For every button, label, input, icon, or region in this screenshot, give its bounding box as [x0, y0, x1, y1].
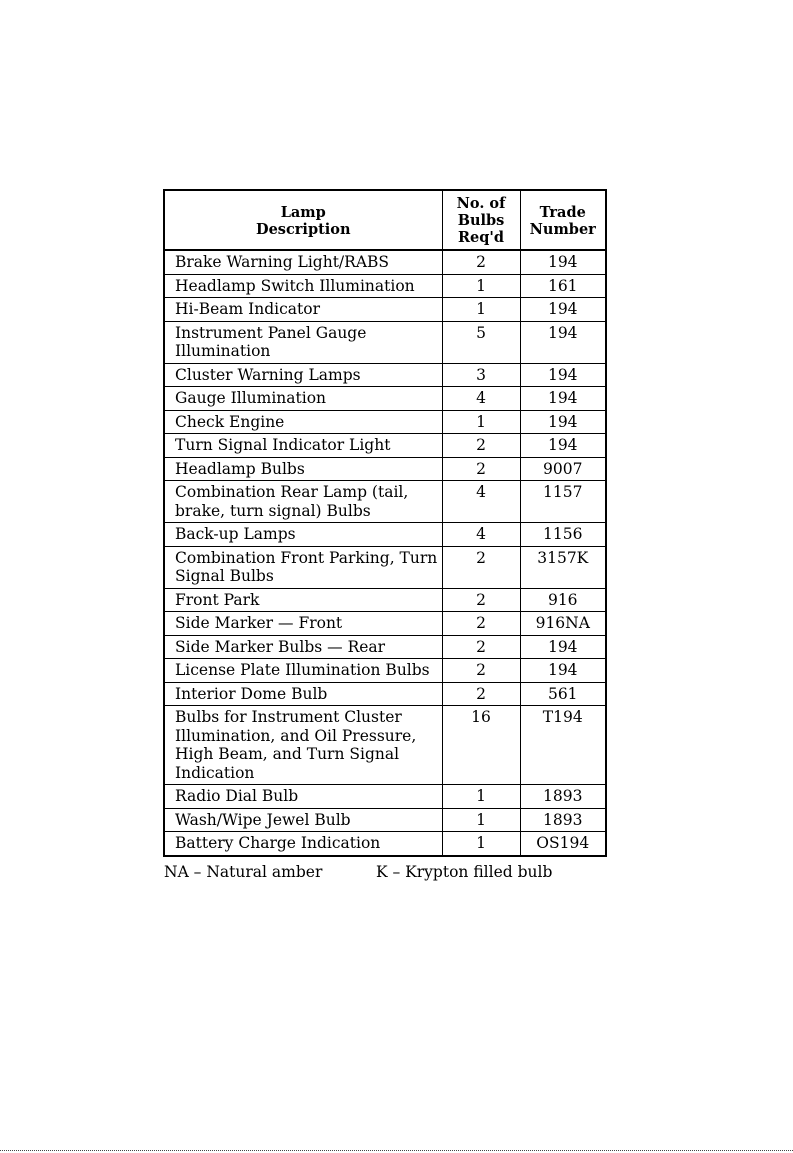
lamp-description-cell: Gauge Illumination	[164, 387, 442, 411]
trade-number-cell: 916NA	[520, 612, 606, 636]
bulb-count-cell: 4	[442, 387, 520, 411]
table-row	[164, 434, 606, 458]
footnotes	[164, 863, 553, 881]
lamp-description-cell: Cluster Warning Lamps	[164, 363, 442, 387]
table-row	[164, 387, 606, 411]
lamp-description-cell: Bulbs for Instrument Cluster Illumination, and Oil Pressure, High Beam, and Turn Signal Indication	[164, 706, 442, 785]
bulb-count-cell: 1	[442, 274, 520, 298]
lamp-description-cell: Back-up Lamps	[164, 523, 442, 547]
table-row	[164, 588, 606, 612]
trade-number-cell: 194	[520, 298, 606, 322]
bulb-count-cell: 2	[442, 659, 520, 683]
lamp-description-cell: License Plate Illumination Bulbs	[164, 659, 442, 683]
table-row	[164, 659, 606, 683]
footnote-natural-amber: NA – Natural amber	[164, 863, 323, 881]
bulb-count-cell: 2	[442, 434, 520, 458]
trade-number-cell: 561	[520, 682, 606, 706]
lamp-description-cell: Front Park	[164, 588, 442, 612]
bulb-count-cell: 2	[442, 250, 520, 274]
table-row	[164, 546, 606, 588]
header-lamp-description: Lamp Description	[164, 190, 442, 250]
lamp-description-cell: Combination Rear Lamp (tail, brake, turn signal) Bulbs	[164, 481, 442, 523]
lamp-description-cell: Side Marker Bulbs — Rear	[164, 635, 442, 659]
trade-number-cell: 194	[520, 250, 606, 274]
footnote-krypton: K – Krypton filled bulb	[376, 863, 553, 881]
bulb-count-cell: 4	[442, 523, 520, 547]
lamp-description-cell: Brake Warning Light/RABS	[164, 250, 442, 274]
lamp-description-cell: Wash/Wipe Jewel Bulb	[164, 808, 442, 832]
bulb-count-cell: 5	[442, 321, 520, 363]
trade-number-cell: 194	[520, 387, 606, 411]
lamp-description-cell: Battery Charge Indication	[164, 832, 442, 856]
trade-number-cell: 1893	[520, 785, 606, 809]
bulb-count-cell: 1	[442, 298, 520, 322]
trade-number-cell: 194	[520, 410, 606, 434]
bulb-count-cell: 2	[442, 635, 520, 659]
bulb-count-cell: 2	[442, 612, 520, 636]
trade-number-cell: 3157K	[520, 546, 606, 588]
table-row	[164, 363, 606, 387]
lamp-description-cell: Combination Front Parking, Turn Signal Bulbs	[164, 546, 442, 588]
table-row	[164, 457, 606, 481]
lamp-description-cell: Side Marker — Front	[164, 612, 442, 636]
bulb-count-cell: 16	[442, 706, 520, 785]
bulb-count-cell: 4	[442, 481, 520, 523]
lamp-description-cell: Headlamp Bulbs	[164, 457, 442, 481]
table-row	[164, 808, 606, 832]
table-row	[164, 612, 606, 636]
bulb-count-cell: 2	[442, 682, 520, 706]
trade-number-cell: 9007	[520, 457, 606, 481]
table-row	[164, 321, 606, 363]
table-body	[164, 250, 606, 856]
table-row	[164, 635, 606, 659]
lamp-description-cell: Turn Signal Indicator Light	[164, 434, 442, 458]
header-bulbs-required: No. of Bulbs Req'd	[442, 190, 520, 250]
table-row	[164, 250, 606, 274]
trade-number-cell: 1893	[520, 808, 606, 832]
bulb-count-cell: 2	[442, 457, 520, 481]
table-row	[164, 682, 606, 706]
trade-number-cell: 916	[520, 588, 606, 612]
trade-number-cell: 194	[520, 363, 606, 387]
trade-number-cell: 194	[520, 321, 606, 363]
table-row	[164, 832, 606, 856]
bulb-count-cell: 1	[442, 832, 520, 856]
trade-number-cell: 1156	[520, 523, 606, 547]
table-row	[164, 298, 606, 322]
trade-number-cell: T194	[520, 706, 606, 785]
bulb-count-cell: 1	[442, 808, 520, 832]
table-row	[164, 523, 606, 547]
table-row	[164, 274, 606, 298]
lamp-description-cell: Interior Dome Bulb	[164, 682, 442, 706]
trade-number-cell: 194	[520, 635, 606, 659]
trade-number-cell: 161	[520, 274, 606, 298]
trade-number-cell: 194	[520, 659, 606, 683]
lamp-description-cell: Radio Dial Bulb	[164, 785, 442, 809]
bulb-count-cell: 1	[442, 410, 520, 434]
lamp-description-cell: Hi-Beam Indicator	[164, 298, 442, 322]
table-row	[164, 481, 606, 523]
bulb-count-cell: 2	[442, 588, 520, 612]
lamp-description-cell: Headlamp Switch Illumination	[164, 274, 442, 298]
bulb-specification-table	[163, 189, 607, 857]
lamp-description-cell: Check Engine	[164, 410, 442, 434]
lamp-description-cell: Instrument Panel Gauge Illumination	[164, 321, 442, 363]
table-header-row	[164, 190, 606, 250]
page-bottom-rule	[0, 1150, 793, 1151]
trade-number-cell: OS194	[520, 832, 606, 856]
trade-number-cell: 194	[520, 434, 606, 458]
bulb-count-cell: 3	[442, 363, 520, 387]
bulb-count-cell: 1	[442, 785, 520, 809]
bulb-count-cell: 2	[442, 546, 520, 588]
header-trade-number: Trade Number	[520, 190, 606, 250]
table-row	[164, 706, 606, 785]
table-row	[164, 410, 606, 434]
table-row	[164, 785, 606, 809]
trade-number-cell: 1157	[520, 481, 606, 523]
